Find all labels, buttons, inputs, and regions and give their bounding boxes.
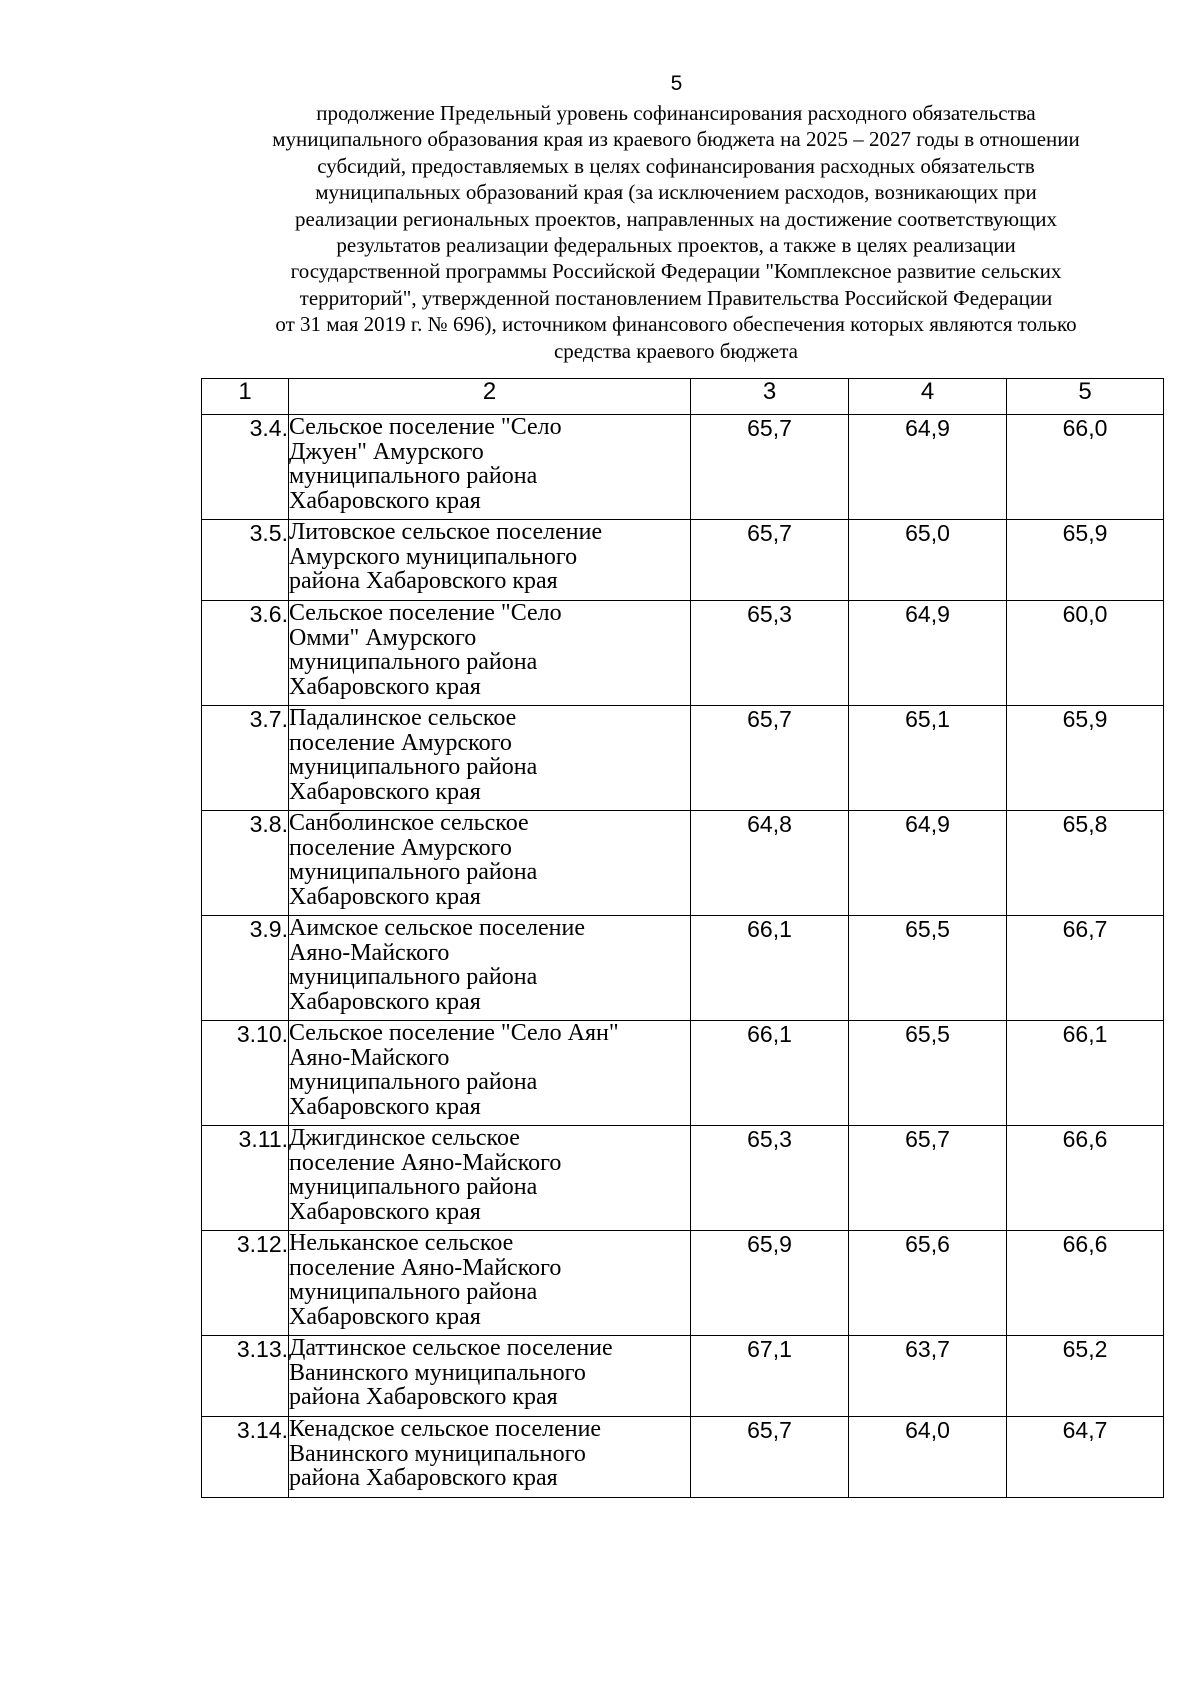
table-row [202,415,1164,520]
municipality-name-line: Хабаровского края [289,883,481,910]
municipality-name-line: Хабаровского края [289,487,481,514]
row-number: 3.9. [202,916,289,1021]
table-row [202,601,1164,706]
municipality-name-line: Санболинское сельское [289,810,529,836]
municipality-name [289,706,691,811]
table-row [202,1126,1164,1231]
municipality-name-line: поселение Амурского [289,834,512,861]
municipality-name-line: Ванинского муниципального [289,1440,586,1467]
table-row [202,1336,1164,1417]
municipality-name-line: Хабаровского края [289,673,481,700]
municipality-name-line: муниципального района [289,964,538,990]
row-number: 3.4. [202,415,289,520]
value-col-3: 64,8 [691,811,849,916]
municipality-name-line: Омми" Амурского [289,624,477,651]
title-line: реализации региональных проектов, направленных на достижение соответствующих [294,206,1058,231]
municipality-name [289,601,691,706]
value-col-5: 66,1 [1007,1021,1164,1126]
municipality-name-line: Даттинское сельское поселение [289,1335,613,1361]
title-line: территорий", утвержденной постановлением Правительства Российской Федерации [299,285,1053,310]
municipality-name-line: Аяно-Майского [289,939,450,966]
value-col-5: 60,0 [1007,601,1164,706]
value-col-3: 65,7 [691,520,849,601]
municipality-name-line: муниципального района [289,1069,538,1095]
value-col-4: 65,5 [849,1021,1007,1126]
value-col-4: 65,0 [849,520,1007,601]
municipality-name-line: поселение Аяно-Майского [289,1149,562,1176]
value-col-4: 65,6 [849,1231,1007,1336]
value-col-3: 65,3 [691,601,849,706]
title-line: средства краевого бюджета [553,338,798,363]
municipality-name-line: Хабаровского края [289,1303,481,1330]
page-number: 5 [670,72,683,95]
value-col-4: 64,9 [849,415,1007,520]
municipality-name-line: района Хабаровского края [289,1465,558,1491]
municipality-name-line: Джигдинское сельское [289,1125,520,1151]
row-number: 3.10. [202,1021,289,1126]
municipality-name [289,916,691,1021]
value-col-4: 64,0 [849,1417,1007,1498]
table-row [202,811,1164,916]
row-number: 3.14. [202,1417,289,1498]
municipality-name [289,415,691,520]
municipality-name-line: муниципального района [289,859,538,885]
value-col-4: 64,9 [849,601,1007,706]
value-col-3: 65,3 [691,1126,849,1231]
municipality-name-line: муниципального района [289,1174,538,1200]
municipality-name-line: поселение Амурского [289,729,512,756]
value-col-4: 64,9 [849,811,1007,916]
municipality-name-line: Хабаровского края [289,778,481,805]
table-row [202,520,1164,601]
municipality-name-line: Аяно-Майского [289,1044,450,1071]
value-col-4: 65,5 [849,916,1007,1021]
title-line: субсидий, предоставляемых в целях софинансирования расходных обязательств [317,153,1035,178]
table-row [202,706,1164,811]
municipality-name [289,1336,691,1417]
cofinancing-table [201,378,1164,1498]
value-col-5: 66,0 [1007,415,1164,520]
municipality-name-line: Амурского муниципального [289,543,578,570]
row-number: 3.5. [202,520,289,601]
municipality-name-line: Хабаровского края [289,1093,481,1120]
row-number: 3.13. [202,1336,289,1417]
municipality-name-line: поселение Аяно-Майского [289,1254,562,1281]
value-col-5: 64,7 [1007,1417,1164,1498]
municipality-name-line: муниципального района [289,1279,538,1305]
municipality-name-line: района Хабаровского края [289,568,558,594]
title-line: результатов реализации федеральных проектов, а также в целях реализации [336,233,1016,258]
title-line: муниципальных образований края (за исключением расходов, возникающих при [315,180,1037,205]
column-header: 5 [1007,379,1164,415]
value-col-5: 66,6 [1007,1231,1164,1336]
value-col-3: 66,1 [691,1021,849,1126]
row-number: 3.6. [202,601,289,706]
value-col-5: 65,8 [1007,811,1164,916]
row-number: 3.12. [202,1231,289,1336]
title-line: от 31 мая 2019 г. № 696), источником финансового обеспечения которых являются только [275,312,1077,337]
value-col-3: 65,7 [691,706,849,811]
table-row [202,916,1164,1021]
municipality-name-line: муниципального района [289,463,538,489]
value-col-3: 65,7 [691,1417,849,1498]
table-body [202,379,1164,1498]
value-col-5: 65,2 [1007,1336,1164,1417]
municipality-name-line: Сельское поселение "Село [289,414,562,440]
value-col-3: 65,7 [691,415,849,520]
title-line: государственной программы Российской Федерации "Комплексное развитие сельских [290,259,1062,284]
table-row [202,1231,1164,1336]
municipality-name-line: Аимское сельское поселение [289,915,585,941]
row-number: 3.8. [202,811,289,916]
column-header: 3 [691,379,849,415]
municipality-name-line: Сельское поселение "Село Аян" [289,1020,619,1046]
municipality-name [289,1021,691,1126]
municipality-name-line: муниципального района [289,649,538,675]
value-col-5: 65,9 [1007,706,1164,811]
municipality-name [289,811,691,916]
municipality-name [289,520,691,601]
municipality-name-line: Ванинского муниципального [289,1359,586,1386]
row-number: 3.7. [202,706,289,811]
municipality-name [289,1231,691,1336]
municipality-name [289,1417,691,1498]
title-line: продолжение Предельный уровень софинансирования расходного обязательства [316,101,1036,125]
value-col-3: 65,9 [691,1231,849,1336]
row-number: 3.11. [202,1126,289,1231]
municipality-name-line: Падалинское сельское [289,705,517,731]
municipality-name-line: Нельканское сельское [289,1230,514,1256]
value-col-3: 66,1 [691,916,849,1021]
value-col-4: 65,1 [849,706,1007,811]
value-col-5: 66,7 [1007,916,1164,1021]
title-line: муниципального образования края из краевого бюджета на 2025 – 2027 годы в отношении [272,127,1080,152]
table-row [202,1417,1164,1498]
municipality-name-line: района Хабаровского края [289,1384,558,1410]
column-header: 1 [202,379,289,415]
column-header: 4 [849,379,1007,415]
value-col-3: 67,1 [691,1336,849,1417]
value-col-5: 66,6 [1007,1126,1164,1231]
municipality-name-line: Литовское сельское поселение [289,519,603,545]
municipality-name-line: Джуен" Амурского [289,438,484,465]
table-row [202,1021,1164,1126]
value-col-4: 63,7 [849,1336,1007,1417]
value-col-5: 65,9 [1007,520,1164,601]
document-title [190,100,1162,364]
municipality-name-line: Хабаровского края [289,1198,481,1225]
column-header: 2 [289,379,691,415]
municipality-name-line: Кенадское сельское поселение [289,1416,602,1442]
municipality-name-line: Хабаровского края [289,988,481,1015]
municipality-name [289,1126,691,1231]
municipality-name-line: Сельское поселение "Село [289,600,562,626]
municipality-name-line: муниципального района [289,754,538,780]
value-col-4: 65,7 [849,1126,1007,1231]
table-header-row [202,379,1164,415]
